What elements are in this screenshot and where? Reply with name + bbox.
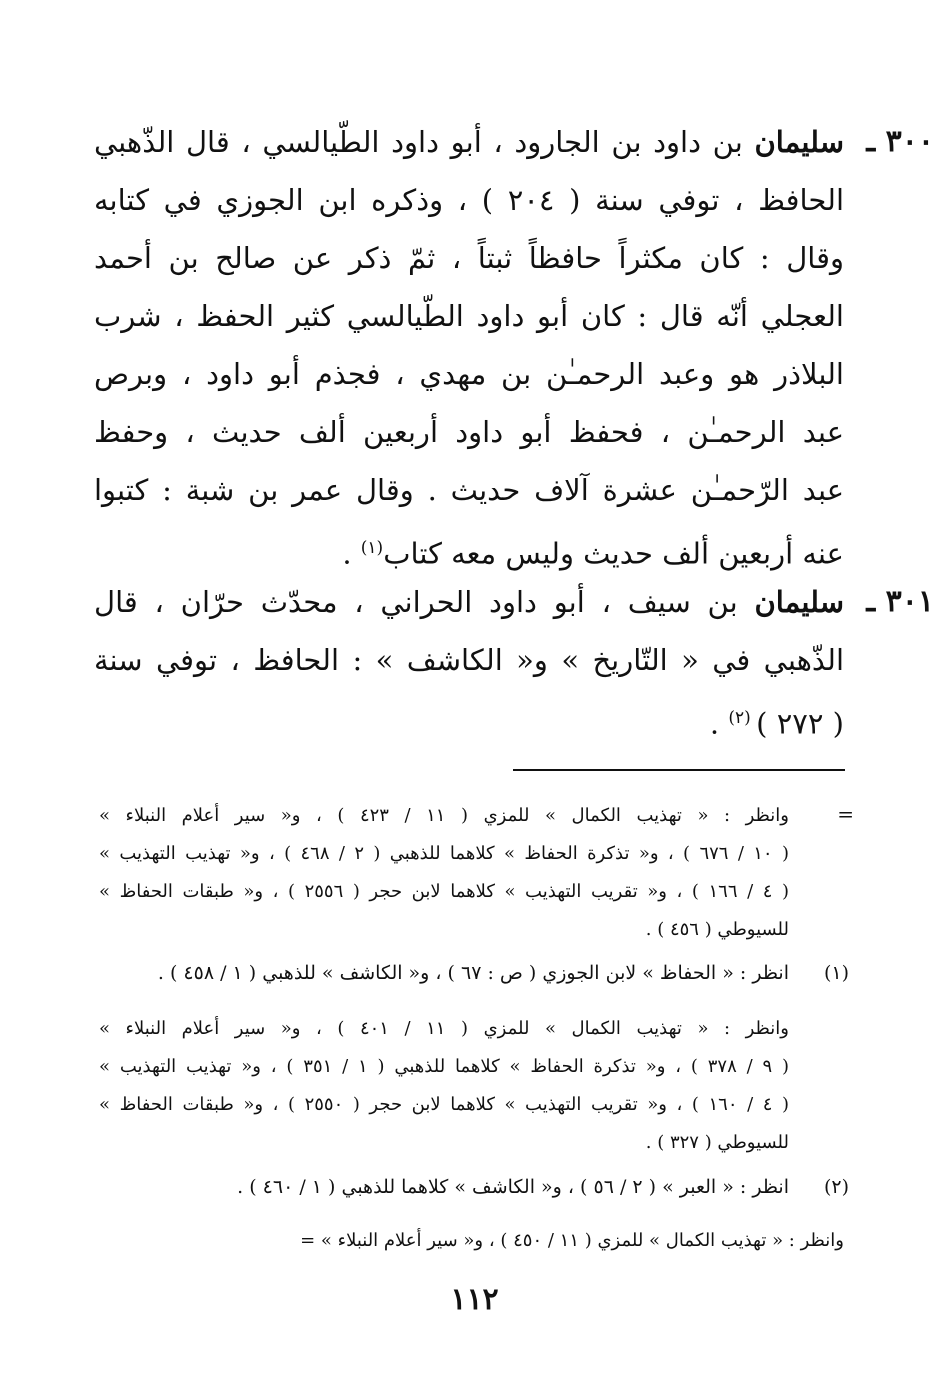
footnote-marker-1: (١): [823, 962, 849, 984]
entry-line: البلاذر هو وعبد الرحمـٰن بن مهدي ، فجذم أبو داود ، وبرص: [94, 357, 844, 391]
entry-line: عنه أربعين ألف حديث وليس معه كتاب$^{(١)}$ .: [342, 536, 844, 571]
entry-line: وقال : كان مكثراً حافظاً ثبتاً ، ثمّ ذكر عن صالح بن أحمد: [94, 241, 844, 275]
footnote-line: ( ١٠ / ٦٧٦ ) ، و« تذكرة الحفاظ » كلاهما للذهبي ( ٢ / ٤٦٨ ) ، و« تهذيب التهذيب »: [99, 843, 789, 864]
footnote-line: وانظر : « تهذيب الكمال » للمزي ( ١١ / ٤٢٣ ) ، و« سير أعلام النبلاء »: [99, 805, 789, 826]
footnote-1-head: انظر : « الحفاظ » لابن الجوزي ( ص : ٦٧ ) ، و« الكاشف » للذهبي ( ١ / ٤٥٨ ) .: [157, 962, 789, 984]
entry-line: الحافظ ، توفي سنة ( ٢٠٤ ) ، وذكره ابن الجوزي في كتابه: [94, 183, 844, 217]
entry-line: سليمان بن سيف ، أبو داود الحراني ، محدّث حرّان ، قال: [94, 585, 844, 619]
footnote-line: للسيوطي ( ٤٥٦ ) .: [645, 919, 789, 940]
entry-line: سليمان بن داود بن الجارود ، أبو داود الطّيالسي ، قال الذّهبي: [94, 125, 845, 159]
footnote-separator: [513, 769, 845, 771]
footnote-1-body: [99, 1010, 789, 1162]
page-number: ١١٢: [450, 1282, 499, 1317]
entry-line: ( ٢٧٢ ) $^{(٢)}$ .: [709, 706, 844, 741]
biography-entry-301: [94, 573, 934, 747]
footnote-line: وانظر : « تهذيب الكمال » للمزي ( ١١ / ٤٠١ ) ، و« سير أعلام النبلاء »: [99, 1018, 789, 1039]
footnote-reference: (١): [360, 538, 384, 558]
footnote-2-head: انظر : « العبر » ( ٢ / ٥٦ ) ، و« الكاشف » كلاهما للذهبي ( ١ / ٤٦٠ ) .: [237, 1176, 789, 1198]
footnote-line: وانظر : « تهذيب الكمال » للمزي ( ١١ / ٤٥٠ ) ، و« سير أعلام النبلاء » =: [300, 1230, 844, 1251]
footnote-line: ( ٤ / ١٦٠ ) ، و« تقريب التهذيب » كلاهما لابن حجر ( ٢٥٥٠ ) ، و« طبقات الحفاظ »: [99, 1094, 789, 1115]
continuation-marker: =: [837, 802, 854, 826]
biography-entry-300: [94, 113, 934, 577]
footnote-line: للسيوطي ( ٣٢٧ ) .: [645, 1132, 789, 1153]
entry-line: العجلي أنّه قال : كان أبو داود الطّيالسي كثير الحفظ ، شرب: [94, 299, 844, 333]
footnote-continued: [99, 797, 789, 949]
entry-line: عبد الرحمـٰن ، فحفظ أبو داود أربعين ألف حديث ، وحفظ: [94, 415, 844, 449]
footnote-reference: (٢): [728, 708, 757, 728]
entry-line: عبد الرّحمـٰن عشرة آلاف حديث . وقال عمر بن شبة : كتبوا: [94, 473, 844, 507]
footnote-line: ( ٤ / ١٦٦ ) ، و« تقريب التهذيب » كلاهما لابن حجر ( ٢٥٥٦ ) ، و« طبقات الحفاظ »: [99, 881, 789, 902]
footnote-2-body: [99, 1222, 844, 1260]
footnote-marker-2: (٢): [823, 1176, 849, 1198]
entry-name: سليمان: [754, 125, 845, 159]
footnote-line: ( ٩ / ٣٧٨ ) ، و« تذكرة الحفاظ » كلاهما للذهبي ( ١ / ٣٥١ ) ، و« تهذيب التهذيب »: [99, 1056, 790, 1077]
entry-number: ٣٠٠ ـ: [866, 124, 934, 159]
entry-name: سليمان: [754, 585, 844, 619]
entry-number: ٣٠١ ـ: [866, 584, 934, 619]
entry-line: الذّهبي في « التّاريخ » و« الكاشف » : الحافظ ، توفي سنة: [94, 643, 844, 677]
